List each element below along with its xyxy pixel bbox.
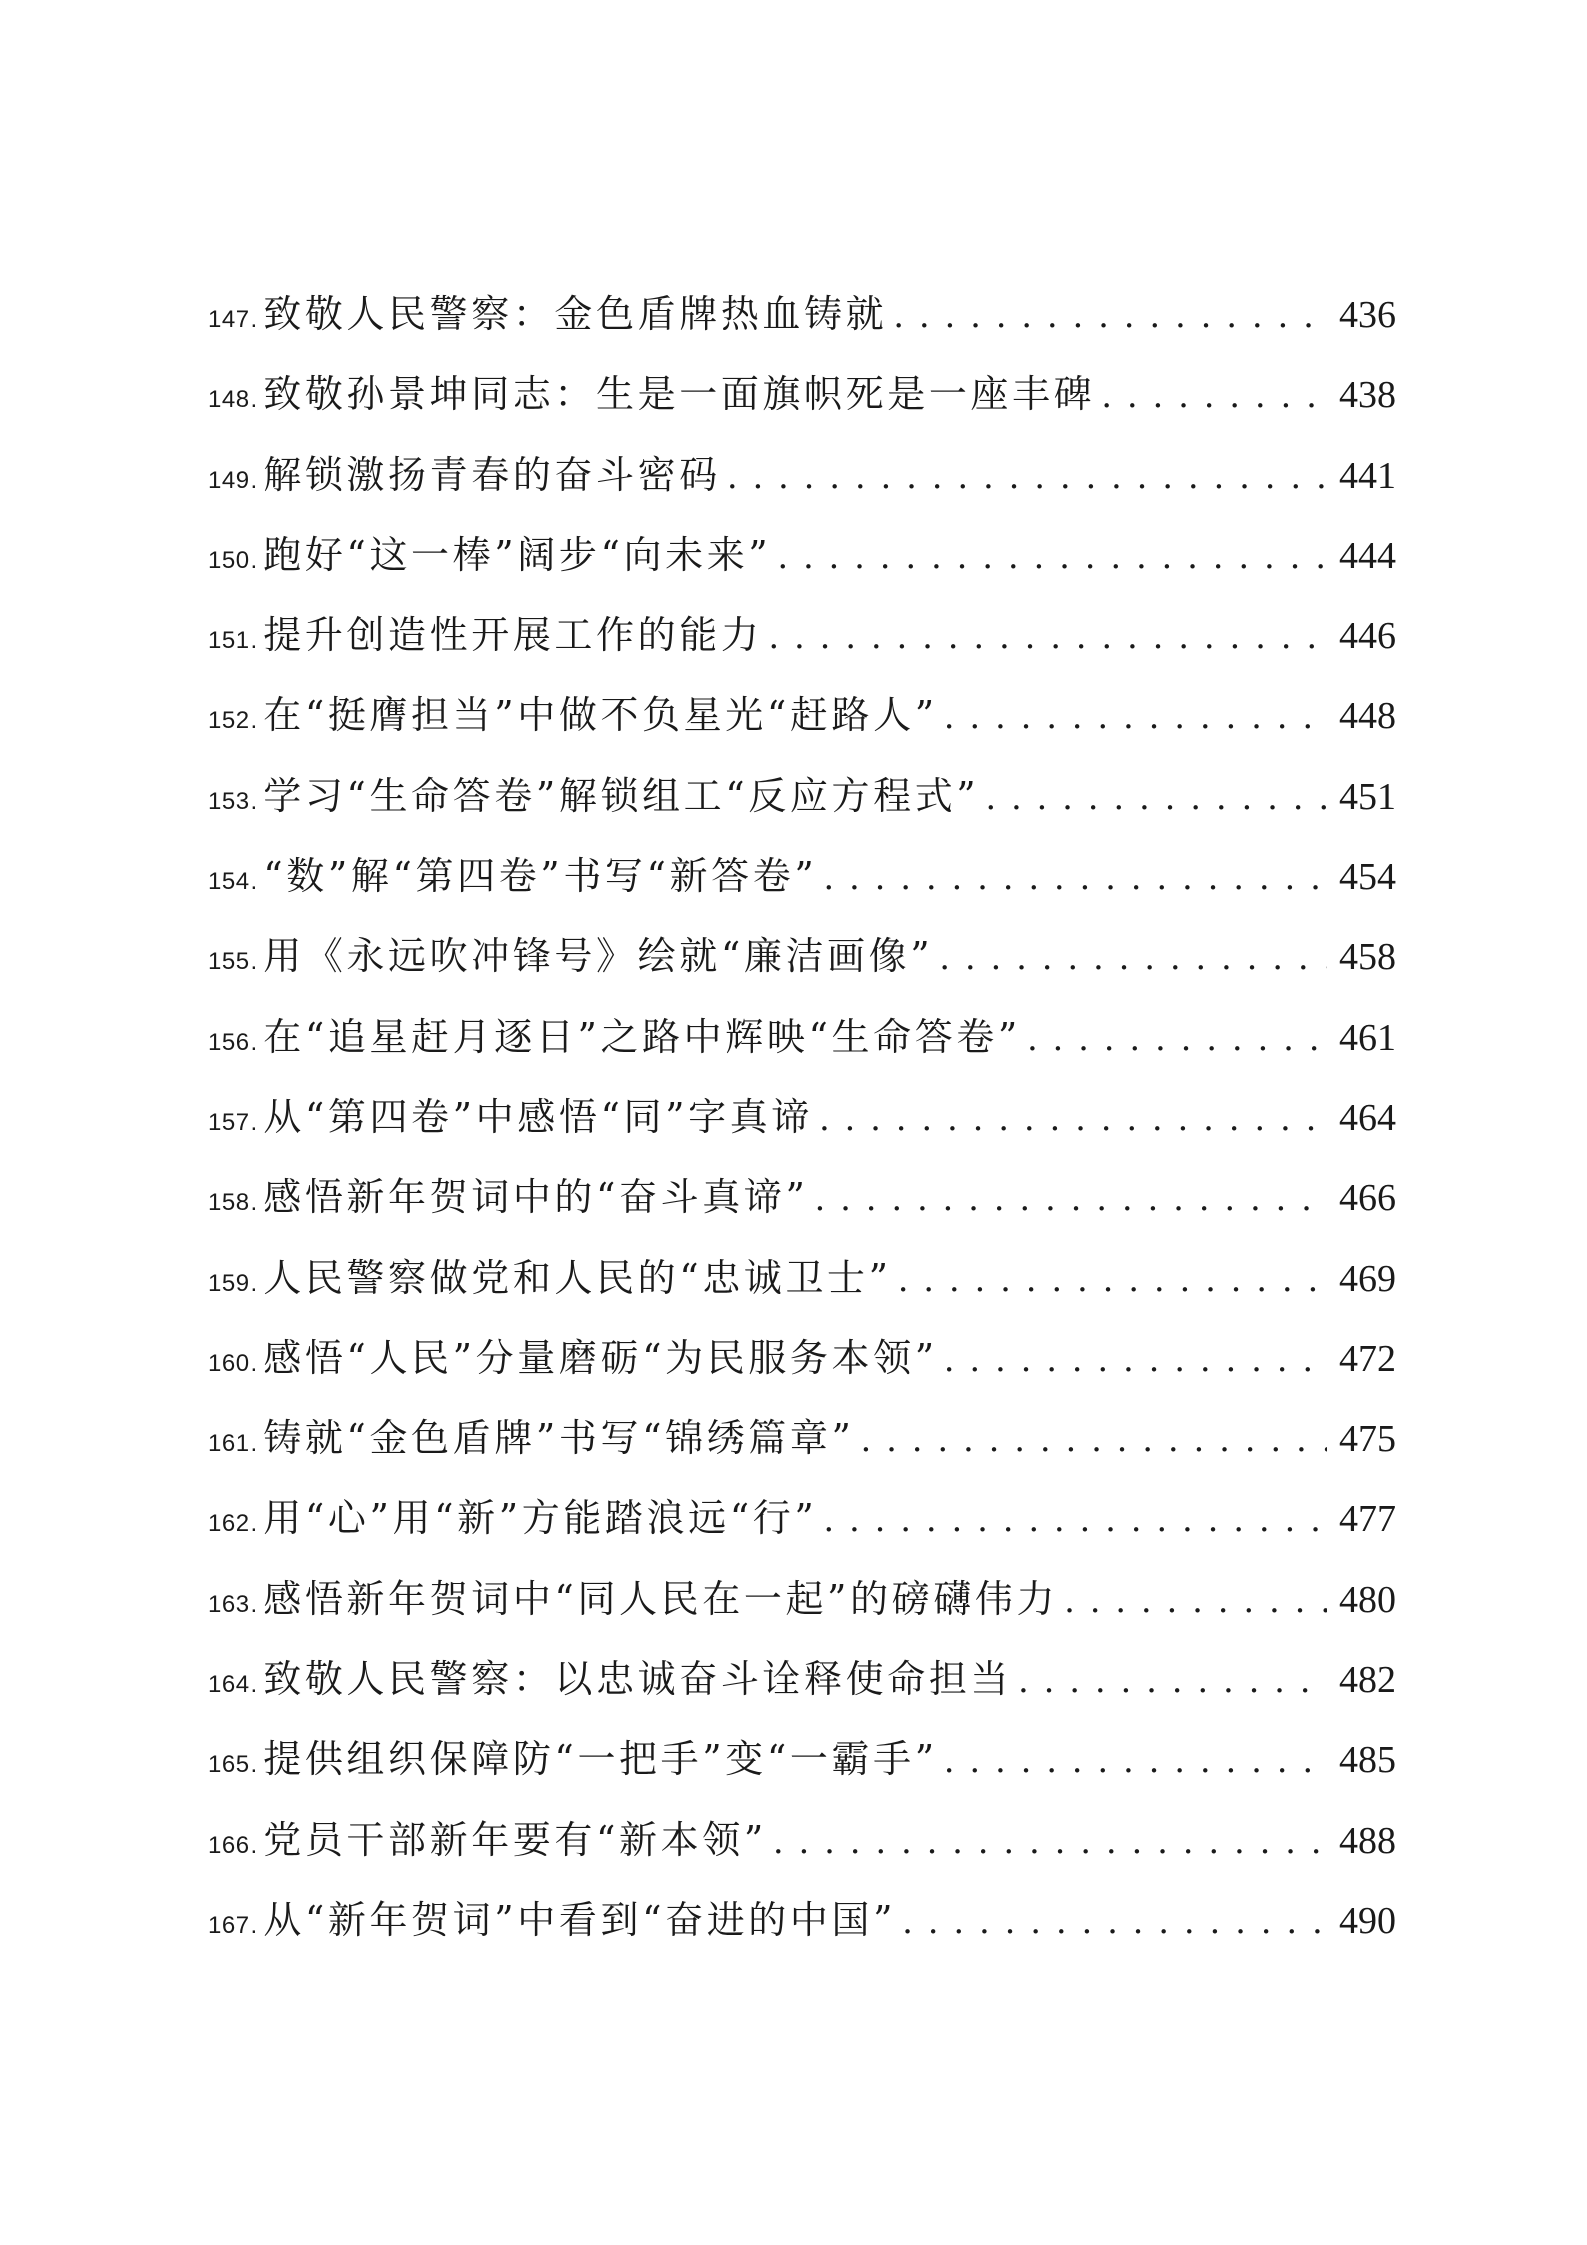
toc-entry[interactable]: [208, 274, 1396, 354]
entry-number: 157: [208, 1108, 250, 1136]
entry-page-number: 438: [1339, 374, 1396, 417]
dot-leader: [814, 1159, 1327, 1239]
toc-entry[interactable]: [208, 997, 1396, 1077]
entry-number: 163: [208, 1590, 250, 1618]
entry-page-number: 482: [1339, 1659, 1396, 1702]
entry-page-number: 472: [1339, 1337, 1396, 1380]
toc-entry[interactable]: [208, 1318, 1396, 1398]
toc-entry[interactable]: [208, 756, 1396, 836]
toc-entry[interactable]: [208, 354, 1396, 434]
entry-page-number: 464: [1339, 1096, 1396, 1139]
entry-page-number: 485: [1339, 1739, 1396, 1782]
entry-separator: .: [250, 787, 258, 815]
entry-title: 用“心”用“新”方能踏浪远“行”: [263, 1496, 818, 1541]
entry-page-number: 444: [1339, 534, 1396, 577]
entry-page-number: 441: [1339, 454, 1396, 497]
entry-page-number: 461: [1339, 1016, 1396, 1059]
entry-number: 148: [208, 386, 250, 414]
dot-leader: [1064, 1561, 1327, 1641]
entry-separator: .: [250, 1269, 258, 1297]
dot-leader: [1101, 356, 1327, 436]
entry-page-number: 477: [1339, 1498, 1396, 1541]
entry-title: “数”解“第四卷”书写“新答卷”: [263, 854, 818, 899]
entry-title: 人民警察做党和人民的“忠诚卫士”: [263, 1255, 892, 1300]
entry-number: 164: [208, 1671, 250, 1699]
dot-leader: [944, 1721, 1327, 1801]
toc-entry[interactable]: [208, 836, 1396, 916]
toc-entry[interactable]: [208, 1559, 1396, 1639]
entry-title: 跑好“这一棒”阔步“向未来”: [263, 532, 772, 577]
entry-separator: .: [250, 306, 258, 333]
entry-separator: .: [250, 707, 258, 735]
dot-leader: [985, 758, 1327, 838]
entry-number: 166: [208, 1831, 250, 1859]
entry-separator: .: [250, 868, 258, 896]
entry-separator: .: [250, 1671, 258, 1699]
toc-entry[interactable]: [208, 916, 1396, 996]
entry-separator: .: [250, 1590, 258, 1618]
entry-number: 165: [208, 1751, 250, 1779]
toc-entry[interactable]: [208, 1077, 1396, 1157]
entry-title: 用《永远吹冲锋号》绘就“廉洁画像”: [263, 934, 934, 979]
entry-number: 147: [208, 306, 250, 333]
dot-leader: [768, 597, 1327, 677]
dot-leader: [823, 838, 1327, 918]
entry-number: 152: [208, 707, 250, 735]
dot-leader: [893, 276, 1327, 356]
entry-separator: .: [250, 627, 258, 655]
entry-separator: .: [250, 1028, 258, 1056]
dot-leader: [944, 1320, 1327, 1400]
entry-separator: .: [250, 948, 258, 976]
entry-title: 从“新年贺词”中看到“奋进的中国”: [263, 1897, 897, 1942]
entry-number: 154: [208, 868, 250, 896]
entry-separator: .: [250, 386, 258, 414]
entry-title: 解锁激扬青春的奋斗密码: [263, 452, 721, 497]
dot-leader: [727, 437, 1327, 517]
dot-leader: [939, 918, 1327, 998]
entry-page-number: 446: [1339, 615, 1396, 658]
dot-leader: [773, 1802, 1327, 1882]
entry-separator: .: [250, 1751, 258, 1779]
entry-page-number: 448: [1339, 695, 1396, 738]
table-of-contents: [208, 274, 1396, 1960]
toc-entry[interactable]: [208, 1639, 1396, 1719]
dot-leader: [944, 677, 1327, 757]
entry-title: 在“追星赶月逐日”之路中辉映“生命答卷”: [263, 1014, 1021, 1059]
toc-entry[interactable]: [208, 1880, 1396, 1960]
entry-number: 150: [208, 546, 250, 574]
entry-number: 161: [208, 1430, 250, 1458]
dot-leader: [902, 1882, 1327, 1962]
toc-entry[interactable]: [208, 435, 1396, 515]
dot-leader: [1018, 1641, 1327, 1721]
entry-number: 162: [208, 1510, 250, 1538]
toc-entry[interactable]: [208, 1238, 1396, 1318]
entry-title: 从“第四卷”中感悟“同”字真谛: [263, 1094, 813, 1139]
dot-leader: [861, 1400, 1327, 1480]
dot-leader: [1027, 999, 1327, 1079]
entry-page-number: 454: [1339, 856, 1396, 899]
entry-number: 158: [208, 1189, 250, 1217]
entry-title: 铸就“金色盾牌”书写“锦绣篇章”: [263, 1416, 855, 1461]
entry-page-number: 436: [1339, 294, 1396, 336]
entry-number: 151: [208, 627, 250, 655]
entry-number: 159: [208, 1269, 250, 1297]
entry-separator: .: [250, 1108, 258, 1136]
entry-title: 感悟新年贺词中的“奋斗真谛”: [263, 1175, 809, 1220]
entry-separator: .: [250, 466, 258, 494]
entry-title: 提升创造性开展工作的能力: [263, 613, 763, 658]
entry-separator: .: [250, 1831, 258, 1859]
entry-number: 156: [208, 1028, 250, 1056]
entry-separator: .: [250, 1430, 258, 1458]
entry-title: 感悟新年贺词中“同人民在一起”的磅礴伟力: [263, 1576, 1059, 1621]
entry-page-number: 488: [1339, 1819, 1396, 1862]
entry-separator: .: [250, 546, 258, 574]
entry-page-number: 451: [1339, 775, 1396, 818]
entry-number: 155: [208, 948, 250, 976]
entry-title: 提供组织保障防“一把手”变“一霸手”: [263, 1737, 938, 1782]
entry-page-number: 466: [1339, 1177, 1396, 1220]
dot-leader: [823, 1480, 1327, 1560]
entry-number: 149: [208, 466, 250, 494]
entry-separator: .: [250, 1349, 258, 1377]
entry-title: 致敬孙景坤同志：生是一面旗帜死是一座丰碑: [263, 372, 1096, 417]
toc-entry[interactable]: [208, 595, 1396, 675]
entry-separator: .: [250, 1911, 258, 1939]
entry-separator: .: [250, 1189, 258, 1217]
entry-title: 党员干部新年要有“新本领”: [263, 1817, 767, 1862]
dot-leader: [819, 1079, 1327, 1159]
toc-entry[interactable]: [208, 1800, 1396, 1880]
dot-leader: [777, 517, 1327, 597]
entry-title: 在“挺膺担当”中做不负星光“赶路人”: [263, 693, 938, 738]
toc-entry[interactable]: [208, 1719, 1396, 1799]
entry-title: 致敬人民警察：以忠诚奋斗诠释使命担当: [263, 1657, 1013, 1702]
entry-page-number: 490: [1339, 1899, 1396, 1942]
entry-title: 感悟“人民”分量磨砺“为民服务本领”: [263, 1335, 938, 1380]
toc-entry[interactable]: [208, 1398, 1396, 1478]
entry-separator: .: [250, 1510, 258, 1538]
toc-entry[interactable]: [208, 1478, 1396, 1558]
entry-title: 致敬人民警察：金色盾牌热血铸就: [263, 292, 888, 336]
entry-number: 167: [208, 1911, 250, 1939]
entry-title: 学习“生命答卷”解锁组工“反应方程式”: [263, 773, 980, 818]
entry-page-number: 475: [1339, 1418, 1396, 1461]
entry-page-number: 458: [1339, 936, 1396, 979]
toc-entry[interactable]: [208, 1157, 1396, 1237]
dot-leader: [898, 1240, 1327, 1320]
entry-number: 160: [208, 1349, 250, 1377]
entry-page-number: 469: [1339, 1257, 1396, 1300]
toc-entry[interactable]: [208, 675, 1396, 755]
toc-entry[interactable]: [208, 515, 1396, 595]
entry-number: 153: [208, 787, 250, 815]
entry-page-number: 480: [1339, 1578, 1396, 1621]
